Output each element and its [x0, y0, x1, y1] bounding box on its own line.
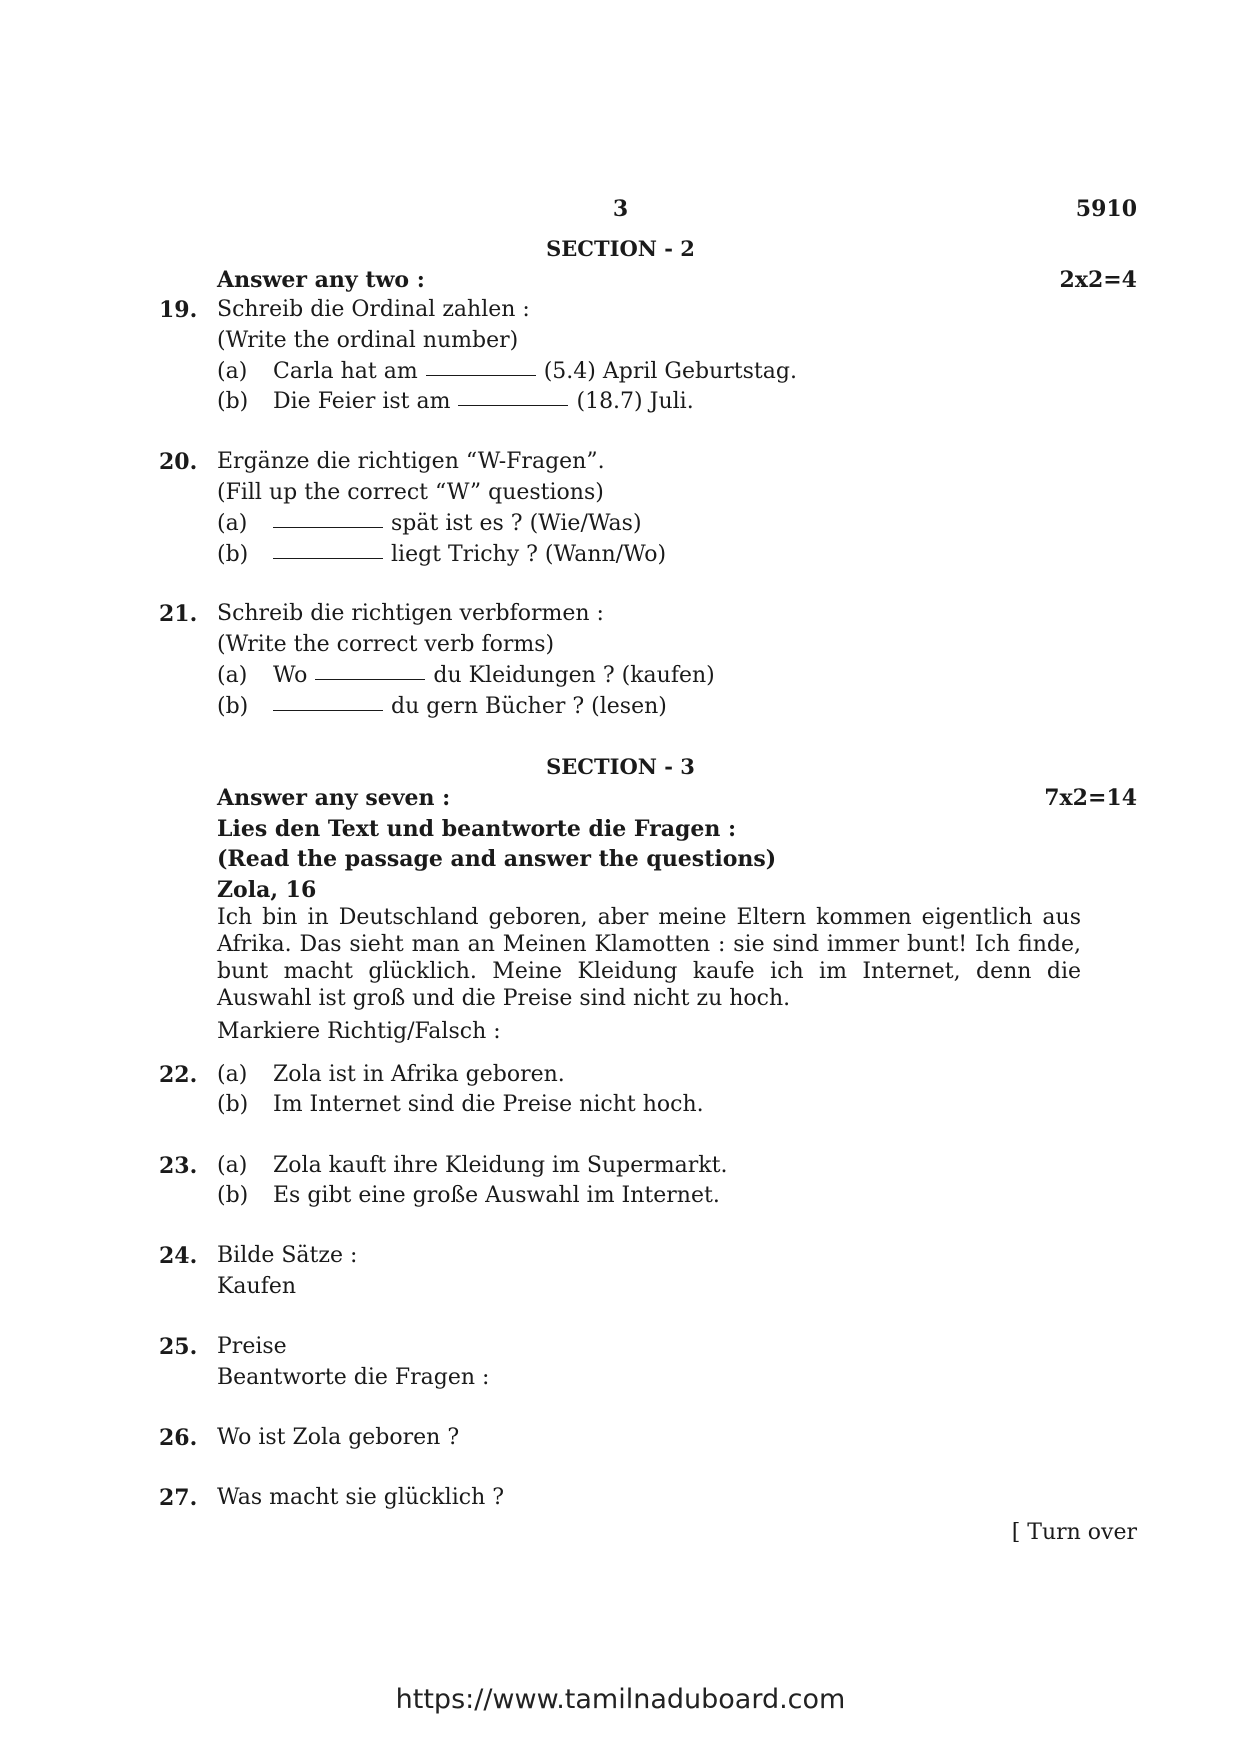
question-22-b: Im Internet sind die Preise nicht hoch. — [273, 1092, 704, 1117]
question-21-translation: (Write the correct verb forms) — [217, 632, 555, 657]
question-25-word: Preise — [217, 1334, 287, 1359]
section-2-instruction: Answer any two : — [217, 267, 425, 293]
question-21-b-after: du gern Bücher ? (lesen) — [391, 694, 667, 719]
answer-blank — [273, 527, 383, 528]
section-3-instruction: Answer any seven : — [217, 785, 451, 811]
question-23-a-label: (a) — [217, 1153, 248, 1178]
question-number-24: 24. — [159, 1243, 198, 1269]
question-number-25: 25. — [159, 1334, 198, 1360]
question-19-text: Schreib die Ordinal zahlen : — [217, 297, 530, 322]
question-23-a: Zola kauft ihre Kleidung im Supermarkt. — [273, 1153, 728, 1178]
question-20-b — [273, 544, 666, 566]
question-number-27: 27. — [159, 1485, 198, 1511]
question-21-a-label: (a) — [217, 663, 248, 688]
footer-url[interactable]: https://www.tamilnaduboard.com — [395, 1684, 846, 1715]
question-20-b-after: liegt Trichy ? (Wann/Wo) — [391, 542, 667, 567]
question-number-19: 19. — [159, 297, 198, 323]
question-21-text: Schreib die richtigen verbformen : — [217, 601, 604, 626]
section-2-title: SECTION - 2 — [546, 236, 695, 261]
turn-over-note: [ Turn over — [1011, 1520, 1137, 1545]
question-20-a-after: spät ist es ? (Wie/Was) — [391, 511, 642, 536]
page-number: 3 — [612, 196, 629, 222]
question-21-a-after: du Kleidungen ? (kaufen) — [433, 663, 715, 688]
mark-instruction: Markiere Richtig/Falsch : — [217, 1019, 501, 1044]
question-19-b-after: (18.7) Juli. — [576, 389, 694, 414]
question-20-b-label: (b) — [217, 542, 249, 567]
section-3-title: SECTION - 3 — [546, 754, 695, 779]
question-number-20: 20. — [159, 449, 198, 475]
read-instruction-de: Lies den Text und beantworte die Fragen : — [217, 816, 737, 842]
question-22-a-label: (a) — [217, 1062, 248, 1087]
question-21-a-before: Wo — [273, 663, 308, 688]
question-24-word: Kaufen — [217, 1274, 297, 1299]
question-27-text: Was macht sie glücklich ? — [217, 1485, 505, 1510]
question-21-b-label: (b) — [217, 694, 249, 719]
question-number-22: 22. — [159, 1062, 198, 1088]
question-20-a — [273, 513, 642, 535]
question-19-a — [273, 361, 797, 383]
read-instruction-en: (Read the passage and answer the questions) — [217, 846, 777, 872]
question-19-a-label: (a) — [217, 359, 248, 384]
answer-blank — [426, 375, 536, 376]
question-number-23: 23. — [159, 1153, 198, 1179]
question-23-b-label: (b) — [217, 1183, 249, 1208]
question-number-26: 26. — [159, 1425, 198, 1451]
question-19-b-before: Die Feier ist am — [273, 389, 451, 414]
question-21-a — [273, 665, 715, 687]
question-number-21: 21. — [159, 601, 198, 627]
section-2-marks: 2x2=4 — [1059, 267, 1137, 293]
question-20-text: Ergänze die richtigen “W-Fragen”. — [217, 449, 605, 474]
answer-blank — [273, 710, 383, 711]
question-24-text: Bilde Sätze : — [217, 1243, 358, 1268]
reading-passage: Ich bin in Deutschland geboren, aber meine Eltern kommen eigentlich aus Afrika. Das sieht man an Meinen Klamotten : sie sind immer bunt! Ich finde, bunt macht glücklich. Meine Kleidung kaufe ich im Internet, denn die Auswahl ist groß und die Preise sind nicht zu hoch. — [217, 905, 1081, 1011]
question-19-b — [273, 391, 694, 413]
answer-blank — [315, 679, 425, 680]
question-20-translation: (Fill up the correct “W” questions) — [217, 480, 604, 505]
question-26-text: Wo ist Zola geboren ? — [217, 1425, 460, 1450]
question-19-a-after: (5.4) April Geburtstag. — [543, 359, 797, 384]
question-22-a: Zola ist in Afrika geboren. — [273, 1062, 565, 1087]
question-19-a-before: Carla hat am — [273, 359, 418, 384]
answer-blank — [273, 558, 383, 559]
answer-blank — [458, 405, 568, 406]
answer-questions-instruction: Beantworte die Fragen : — [217, 1365, 490, 1390]
question-22-b-label: (b) — [217, 1092, 249, 1117]
section-3-marks: 7x2=14 — [1044, 785, 1137, 811]
question-19-b-label: (b) — [217, 389, 249, 414]
question-20-a-label: (a) — [217, 511, 248, 536]
passage-title: Zola, 16 — [217, 877, 317, 903]
question-23-b: Es gibt eine große Auswahl im Internet. — [273, 1183, 720, 1208]
question-21-b — [273, 696, 667, 718]
question-19-translation: (Write the ordinal number) — [217, 328, 519, 353]
paper-code: 5910 — [1075, 196, 1137, 222]
